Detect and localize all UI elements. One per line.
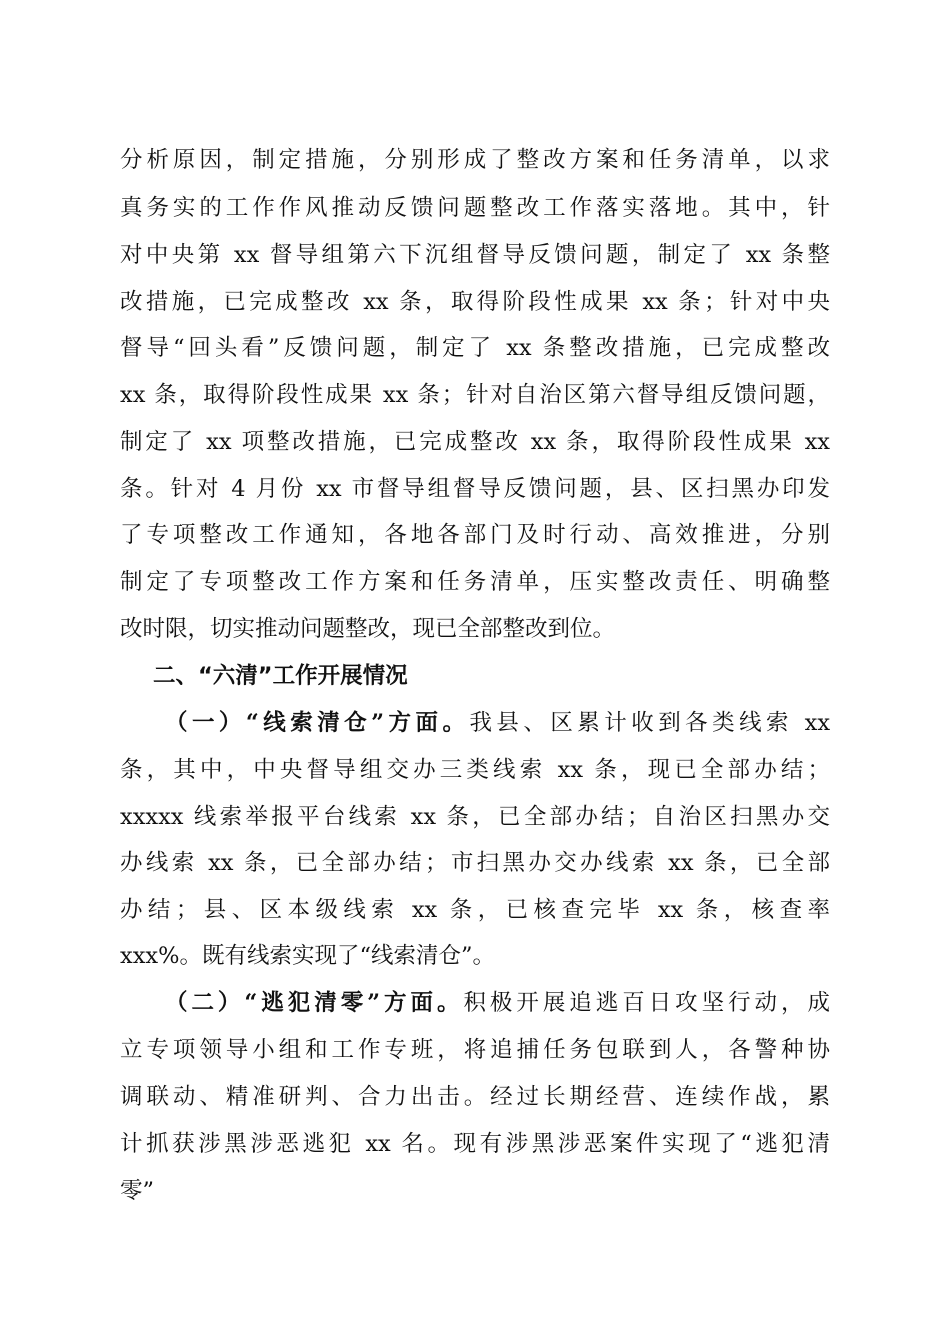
paragraph-line: 制定了专项整改工作方案和任务清单，压实整改责任、明确整 [120,569,830,595]
paragraph-line: 办结；县、区本级线索 xx 条，已核查完毕 xx 条，核查率 [120,897,830,923]
paragraph-line: 条。针对 4 月份 xx 市督导组督导反馈问题，县、区扫黑办印发 [120,476,830,502]
paragraph-line: 立专项领导小组和工作专班，将追捕任务包联到人，各警种协 [120,1037,830,1063]
paragraph-line: 对中央第 xx 督导组第六下沉组督导反馈问题，制定了 xx 条整 [120,242,830,268]
item-first-line [165,708,830,738]
item-first-line-text: 积极开展追逃百日攻坚行动，成 [463,990,830,1016]
section-heading: 二、“六清”工作开展情况 [153,663,408,689]
paragraph-line: 了专项整改工作通知，各地各部门及时行动、高效推进，分别 [120,522,830,548]
paragraph-line: xxxxx 线索举报平台线索 xx 条，已全部办结；自治区扫黑办交 [120,804,830,830]
paragraph-line: xxx%。既有线索实现了“线索清仓”。 [120,943,495,969]
paragraph-line: 调联动、精准研判、合力出击。经过长期经营、连续作战，累 [120,1084,830,1110]
paragraph-line: 零” [120,1178,155,1204]
paragraph-line: 办线索 xx 条，已全部办结；市扫黑办交办线索 xx 条，已全部 [120,850,830,876]
paragraph-line: 改时限，切实推动问题整改，现已全部整改到位。 [120,616,616,642]
item-first-line [165,988,830,1018]
item-lead: （一）“线索清仓”方面。 [165,710,470,736]
paragraph-line: 真务实的工作作风推动反馈问题整改工作落实落地。其中，针 [120,195,830,221]
paragraph-line: 条，其中，中央督导组交办三类线索 xx 条，现已全部办结； [120,757,830,783]
paragraph-line: 改措施，已完成整改 xx 条，取得阶段性成果 xx 条；针对中央 [120,289,830,315]
item-lead: （二）“逃犯清零”方面。 [165,990,464,1016]
paragraph-line: 计抓获涉黑涉恶逃犯 xx 名。现有涉黑涉恶案件实现了“逃犯清 [120,1131,830,1157]
paragraph-line: 分析原因，制定措施，分别形成了整改方案和任务清单，以求 [120,147,830,173]
paragraph-line: 制定了 xx 项整改措施，已完成整改 xx 条，取得阶段性成果 xx [120,429,830,455]
item-first-line-text: 我县、区累计收到各类线索 xx [469,710,831,736]
paragraph-line: xx 条，取得阶段性成果 xx 条；针对自治区第六督导组反馈问题， [120,382,830,408]
paragraph-line: 督导“回头看”反馈问题，制定了 xx 条整改措施，已完成整改 [120,335,830,361]
